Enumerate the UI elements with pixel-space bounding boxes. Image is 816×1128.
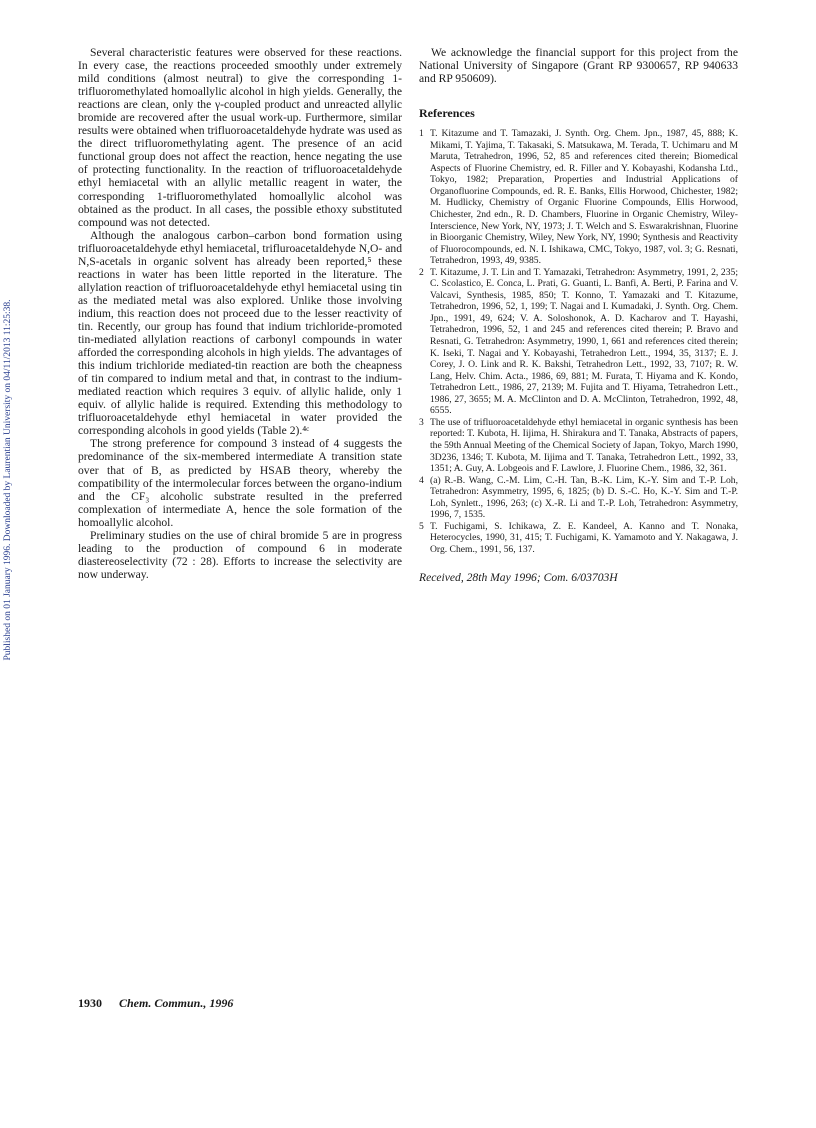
body-paragraph: The strong preference for compound 3 instead of 4 suggests the predominance of the six-membered intermediate A transition state over that of B, as predicted by HSAB theory, whereby the compatibility of the intermolecular forces between the organo-indium and the CF₃ alcoholic substrate resulted in the preferred complexation of intermediate A, hence the sole formation of the homoallylic alcohol. — [78, 437, 402, 529]
download-watermark — [1, 200, 15, 760]
right-column — [419, 46, 738, 584]
reference-item — [419, 128, 738, 267]
reference-item — [419, 521, 738, 556]
reference-list — [419, 128, 738, 555]
reference-item — [419, 267, 738, 417]
reference-item — [419, 475, 738, 521]
reference-text: (a) R.-B. Wang, C.-M. Lim, C.-H. Tan, B.-K. Lim, K.-Y. Sim and T.-P. Loh, Tetrahedron: Asymmetry, 1995, 6, 1825; (b) D. S.-C. Ho, K.-Y. Sim and T.-P. Loh, Synlett., 1996, 263; (c) X.-R. Li and T.-P. Loh, Tetrahedron: Asymmetry, 1996, 7, 1535. — [430, 474, 738, 521]
left-column — [78, 46, 402, 581]
reference-number: 4 — [419, 474, 424, 486]
reference-number: 3 — [419, 416, 424, 428]
download-watermark-text: Published on 01 January 1996. Downloaded by Laurentian University on 04/11/2013 11:25:38. — [3, 299, 13, 661]
acknowledgement: We acknowledge the financial support for this project from the National University of Singapore (Grant RP 9300657, RP 940633 and RP 950609). — [419, 46, 738, 86]
body-paragraph: Several characteristic features were observed for these reactions. In every case, the reactions proceeded smoothly under extremely mild conditions (almost neutral) to give the corresponding 1-trifluoromethylated homoallylic alcohol in high yields. Generally, the reactions are clean, only the γ-coupled product and unreacted allylic bromide are recovered after the usual work-up. Furthermore, similar results were obtained when trifluoroacetaldehyde hydrate was used as the direct trifluoromethylating agent. The presence of an acid functional group does not affect the reaction, hence negating the use of protecting functionality. In the reaction of trifluoroacetaldehyde ethyl hemiacetal with an allylic metallic reagent in water, the corresponding 1-trifluoromethylated homoallylic alcohol was obtained as the product. In all cases, the possible ethoxy substituted compound was not detected. — [78, 46, 402, 229]
body-paragraph: Although the analogous carbon–carbon bond formation using trifluoroacetaldehyde ethyl hemiacetal, trifluroacetaldehyde N,O- and N,S-acetals in organic solvent has already been reported,⁵ these reactions in water has been little reported in the literature. The allylation reaction of trifluoroacetaldehyde ethyl hemiacetal using tin as the mediated metal was also explored. Unlike those involving indium, this reaction does not proceed due to the lesser reactivity of tin. Recently, our group has found that indium trichloride-promoted tin-mediated allylation reactions of carbonyl compounds in water afforded the corresponding alcohols in high yields. The advantages of this indium trichloride mediated-tin reaction are both the cheapness of tin compared to indium metal and that, in contrast to the indium-mediated reaction which requires 3 equiv. of allylic halide, only 1 equiv. of allylic halide is required. Extending this methodology to trifluoroacetaldehyde ethyl hemiacetal in water provided the corresponding alcohols in good yields (Table 2).⁴ᶜ — [78, 228, 402, 438]
reference-number: 5 — [419, 520, 424, 532]
reference-text: T. Kitazume and T. Tamazaki, J. Synth. Org. Chem. Jpn., 1987, 45, 888; K. Mikami, T. Yajima, T. Takasaki, S. Matsukawa, M. Terada, T. Uchimaru and M Maruta, Tetrahedron, 1996, 52, 85 and references cited therein; Biomedical Aspects of Fluorine Chemistry, ed. R. Filler and Y. Kobayashi, Kodansha Ltd., Tokyo, 1982; Preparation, Properties and Industrial Applications of Organofluorine Compounds, ed. R. E. Banks, Ellis Horwood, Chichester, 1982; M. Hudlicky, Chemistry of Organic Fluorine Compounds, Ellis Horwood, Chichester, 2nd edn., R. D. Chambers, Fluorine in Organic Chemistry, Wiley-Interscience, New York, NY, 1973; J. T. Welch and S. Eswarakrishnan, Fluorine in Bioorganic Chemistry, Wiley, New York, NY, 1990; Synthesis and Reactivity of Fluorocompounds, ed. N. I. Ishikawa, CMC, Tokyo, 1987, vol. 3; G. Resnati, Tetrahedron, 1993, 49, 9385. — [430, 128, 738, 267]
reference-item — [419, 417, 738, 475]
reference-text: T. Fuchigami, S. Ichikawa, Z. E. Kandeel, A. Kanno and T. Nonaka, Heterocycles, 1990, 31, 415; T. Fuchigami, K. Yamamoto and Y. Nakagawa, J. Org. Chem., 1991, 56, 137. — [430, 520, 738, 555]
journal-name: Chem. Commun., 1996 — [119, 996, 234, 1010]
reference-text: The use of trifluoroacetaldehyde ethyl hemiacetal in organic synthesis has been reported: T. Kubota, H. Iijima, H. Shirakura and T. Tanaka, Abstracts of papers, the 59th Annual Meeting of the Chemical Society of Japan, Tokyo, March 1990, 3D236, 1346; T. Kubota, M. Iijima and T. Tanaka, Tetrahedron Lett., 1992, 33, 1351; A. Guy, A. Lobgeois and F. Lawlore, J. Fluorine Chem., 1986, 32, 361. — [430, 416, 738, 475]
reference-number: 1 — [419, 128, 424, 140]
body-paragraph: Preliminary studies on the use of chiral bromide 5 are in progress leading to the production of compound 6 in moderate diastereoselectivity (72 : 28). Efforts to increase the selectivity are now underway. — [78, 528, 402, 581]
reference-text: T. Kitazume, J. T. Lin and T. Yamazaki, Tetrahedron: Asymmetry, 1991, 2, 235; C. Scolastico, E. Conca, L. Prati, G. Guanti, L. Banfi, A. Berti, P. Farina and V. Valcavi, Synthesis, 1985, 850; T. Konno, T. Yamazaki and T. Kitazume, Tetrahedron, 1996, 52, 1, 199; T. Nagai and I. Kumadaki, J. Synth. Org. Chem. Jpn., 1991, 49, 624; V. A. Soloshonok, A. D. Kacharov and T. Hayashi, Tetrahedron, 1996, 52, 1 and 245 and references cited therein; P. Bravo and Resnati, G. Tetrahedron: Asymmetry, 1990, 1, 661 and references cited therein; K. Iseki, T. Nagai and Y. Kobayashi, Tetrahedron Lett., 1994, 35, 3137; E. J. Corey, J. O. Link and R. K. Bakshi, Tetrahedron Lett., 1992, 33, 7107; R. W. Lang, Helv. Chim. Acta., 1986, 69, 881; M. Furata, T. Hiyama and K. Kondo, Tetrahedron Lett., 1986, 27, 2139; M. Fujita and T. Hiyama, Tetrahedron Lett., 1986, 27, 3655; M. A. McClinton and D. A. McClinton, Tetrahedron, 1992, 48, 6555. — [430, 266, 738, 417]
received-line: Received, 28th May 1996; Com. 6/03703H — [419, 571, 618, 585]
page-footer — [78, 996, 233, 1011]
page-number: 1930 — [78, 996, 102, 1010]
references-heading: References — [419, 106, 475, 121]
reference-number: 2 — [419, 266, 424, 278]
